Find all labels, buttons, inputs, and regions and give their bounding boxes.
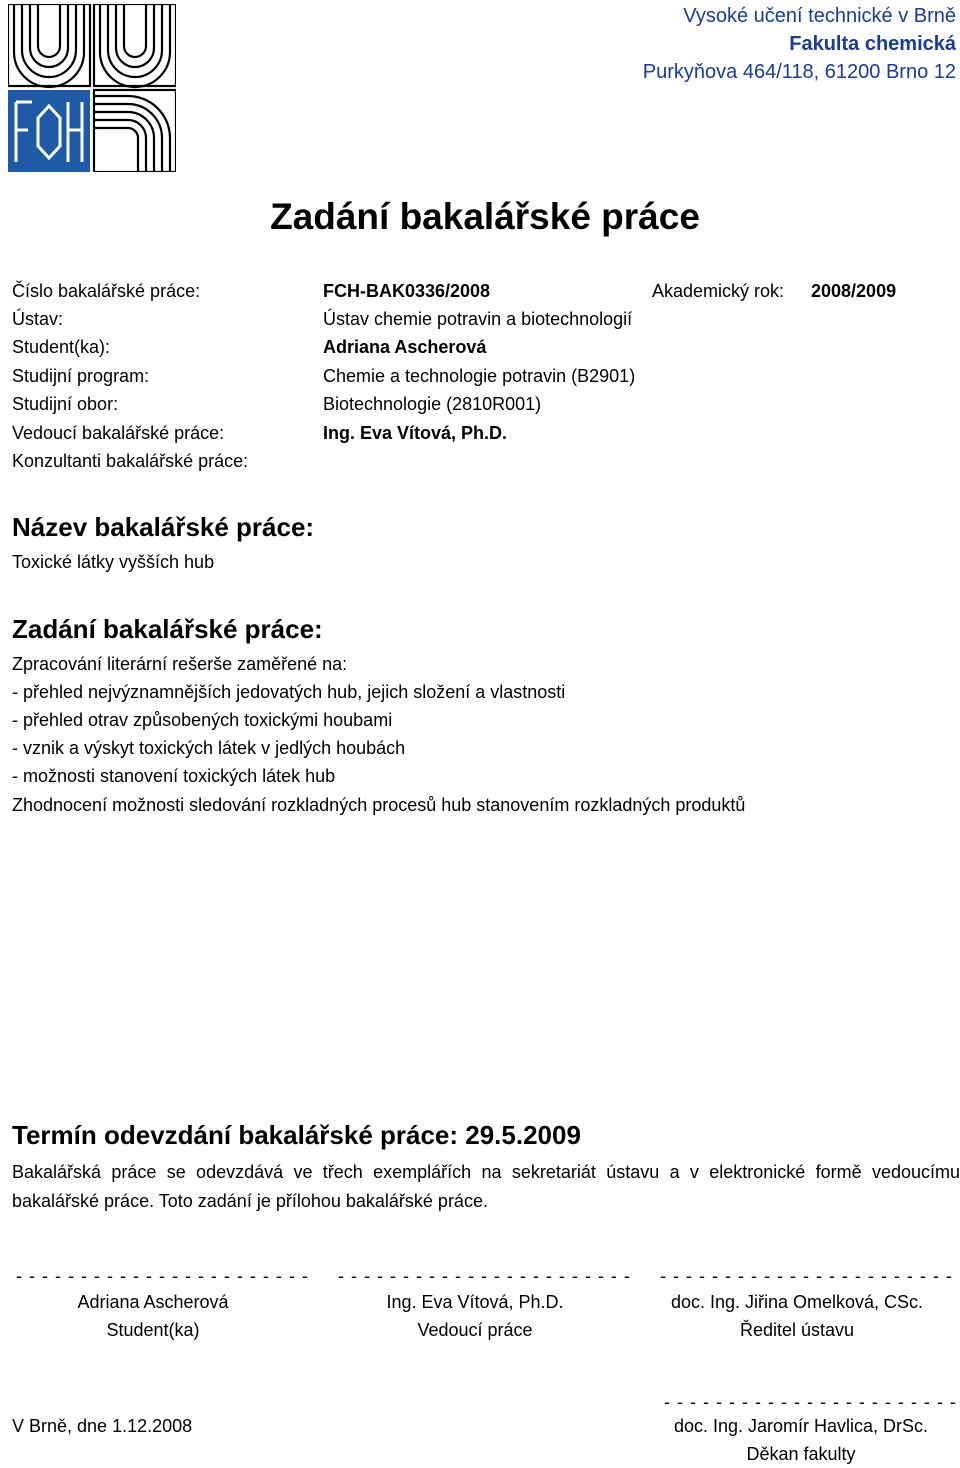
assignment-line: - přehled otrav způsobených toxickými houbami	[12, 710, 393, 730]
dean-signature-name: doc. Ing. Jaromír Havlica, DrSc.	[673, 1416, 929, 1436]
assignment-heading: Zadání bakalářské práce:	[12, 614, 323, 644]
year-label: Akademický rok:	[652, 281, 785, 301]
signature-line-supervisor: - - - - - - - - - - - - - - - - - - - - - - -	[338, 1266, 631, 1286]
number-value: FCH-BAK0336/2008	[323, 281, 491, 301]
assignment-line: - vznik a výskyt toxických látek v jedlých houbách	[12, 738, 406, 758]
fch-vut-logo-icon	[8, 4, 176, 172]
university-name: Vysoké učení technické v Brně	[683, 5, 956, 27]
deadline-heading: Termín odevzdání bakalářské práce: 29.5.2009	[12, 1120, 581, 1150]
field-value: Biotechnologie (2810R001)	[323, 394, 542, 414]
student-signature-role: Student(ka)	[106, 1320, 200, 1340]
assignment-line: Zhodnocení možnosti sledování rozkladných procesů hub stanovením rozkladných produktů	[12, 795, 746, 815]
faculty-address: Purkyňova 464/118, 61200 Brno 12	[642, 61, 956, 83]
field-label: Studijní obor:	[12, 394, 119, 414]
institute-value: Ústav chemie potravin a biotechnologií	[323, 309, 633, 329]
thesis-name-value: Toxické látky vyšších hub	[12, 552, 215, 572]
deadline-text: Bakalářská práce se odevzdává ve třech exemplářích na sekretariát ústavu a v elektronické formě vedoucímu bakalářské práce. Toto zadání je přílohou bakalářské práce.	[12, 1162, 960, 1211]
signature-line-dean: - - - - - - - - - - - - - - - - - - - - - - -	[664, 1392, 957, 1412]
program-label: Studijní program:	[12, 366, 150, 386]
assignment-line: - možnosti stanovení toxických látek hub	[12, 766, 336, 786]
consultants-label: Konzultanti bakalářské práce:	[12, 451, 249, 471]
signature-line-student: - - - - - - - - - - - - - - - - - - - - - - -	[16, 1266, 309, 1286]
institute-label: Ústav:	[12, 309, 64, 329]
head-signature-name: doc. Ing. Jiřina Omelková, CSc.	[670, 1292, 924, 1312]
supervisor-value: Ing. Eva Vítová, Ph.D.	[323, 423, 508, 443]
document-title: Zadání bakalářské práce	[270, 196, 700, 237]
supervisor-signature-role: Vedoucí práce	[417, 1320, 533, 1340]
number-label: Číslo bakalářské práce:	[12, 281, 201, 301]
dean-signature-role: Děkan fakulty	[746, 1444, 856, 1464]
supervisor-label: Vedoucí bakalářské práce:	[12, 423, 225, 443]
assignment-line: - přehled nejvýznamnějších jedovatých hub, jejich složení a vlastnosti	[12, 682, 566, 702]
head-signature-role: Ředitel ústavu	[739, 1320, 855, 1340]
program-value: Chemie a technologie potravin (B2901)	[323, 366, 636, 386]
place-date: V Brně, dne 1.12.2008	[12, 1416, 193, 1436]
student-label: Student(ka):	[12, 337, 111, 357]
year-value: 2008/2009	[811, 281, 897, 301]
signature-line-head: - - - - - - - - - - - - - - - - - - - - - - -	[660, 1266, 953, 1286]
supervisor-signature-name: Ing. Eva Vítová, Ph.D.	[386, 1292, 564, 1312]
thesis-name-heading: Název bakalářské práce:	[12, 512, 315, 542]
assignment-line: Zpracování literární rešerše zaměřené na:	[12, 654, 348, 674]
student-value: Adriana Ascherová	[323, 337, 487, 357]
faculty-name: Fakulta chemická	[789, 33, 956, 55]
student-signature-name: Adriana Ascherová	[77, 1292, 229, 1312]
